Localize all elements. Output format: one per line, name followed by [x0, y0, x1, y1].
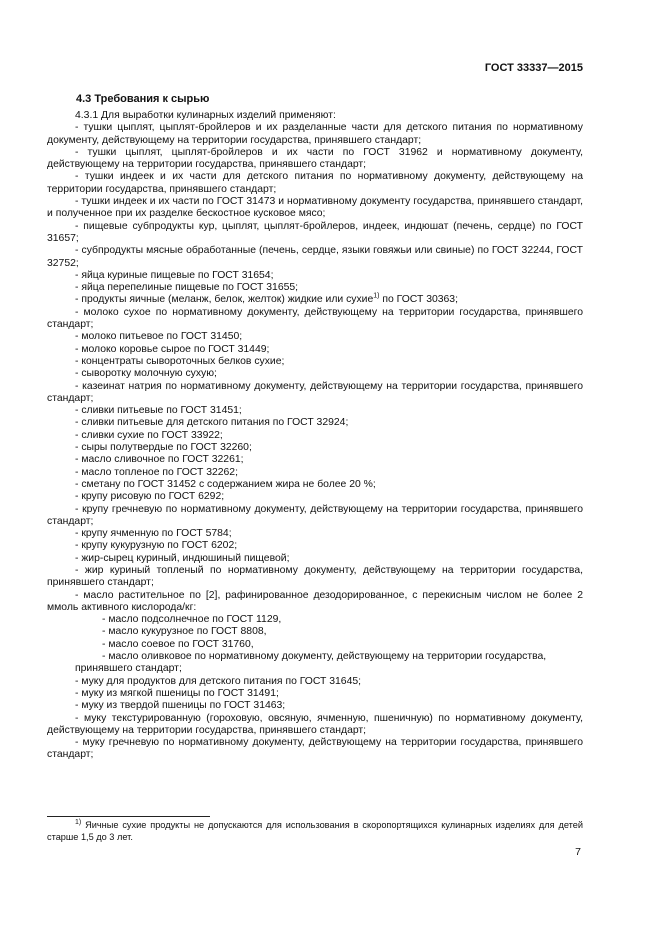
- list-item-tail: по ГОСТ 30363;: [379, 294, 458, 306]
- list-item: - муку из твердой пшеницы по ГОСТ 31463;: [75, 700, 286, 712]
- list-item: - жир-сырец куриный, индюшиный пищевой;: [75, 552, 290, 564]
- list-item: - молоко сухое по нормативному документу, действующему на территории государства, принявшего стандарт;: [47, 306, 583, 331]
- list-item: - масло сливочное по ГОСТ 32261;: [75, 454, 244, 466]
- list-item: - муку для продуктов для детского питания по ГОСТ 31645;: [75, 675, 362, 687]
- footnote-text: Яичные сухие продукты не допускаются для использования в скоропортящихся кулинарных изделиях для детей старше 1,5 до 3 лет.: [47, 820, 583, 842]
- sub-list-item: - масло оливковое по нормативному документу, действующему на территории государства,: [102, 651, 547, 663]
- list-item: - молоко питьевое по ГОСТ 31450;: [75, 331, 243, 343]
- standard-number: ГОСТ 33337—2015: [484, 62, 583, 74]
- footnote-divider: [47, 816, 210, 817]
- list-item: - муку из мягкой пшеницы по ГОСТ 31491;: [75, 687, 279, 699]
- list-item: - яйца куриные пищевые по ГОСТ 31654;: [75, 269, 274, 281]
- sub-list-item: - масло подсолнечное по ГОСТ 1129,: [102, 614, 282, 626]
- list-item: - масло топленое по ГОСТ 32262;: [75, 466, 238, 478]
- list-item: - крупу кукурузную по ГОСТ 6202;: [75, 540, 238, 552]
- list-item: - тушки индеек и их части для детского питания по нормативному документу, действующему на территории государства, принявшего стандарт;: [47, 171, 583, 195]
- list-item: - масло растительное по [2], рафинированное дезодорированное, с перекисным числом не более 2 ммоль активного кислорода/кг:: [47, 589, 583, 613]
- list-item: - сыры полутвердые по ГОСТ 32260;: [75, 442, 252, 454]
- page-number: 7: [575, 846, 581, 858]
- intro-paragraph: 4.3.1 Для выработки кулинарных изделий применяют:: [75, 110, 336, 121]
- sub-list-item-continuation: принявшего стандарт;: [75, 663, 182, 675]
- list-item: - сливки питьевые для детского питания по ГОСТ 32924;: [75, 417, 349, 429]
- list-item: - крупу гречневую по нормативному документу, действующему на территории государства, принявшего стандарт;: [47, 503, 583, 527]
- footnote: [47, 819, 583, 843]
- body-text: [47, 110, 583, 762]
- list-item: - концентраты сывороточных белков сухие;: [75, 355, 285, 367]
- footnote-marker: 1): [75, 818, 82, 826]
- list-item: - пищевые субпродукты кур, цыплят, цыплят-бройлеров, индеек, индюшат (печень, сердце) по ГОСТ 31657;: [47, 220, 583, 244]
- list-item: - крупу рисовую по ГОСТ 6292;: [75, 491, 225, 503]
- list-item: - яйца перепелиные пищевые по ГОСТ 31655;: [75, 282, 299, 294]
- list-item: - казеинат натрия по нормативному документу, действующему на территории государства, принявшего стандарт;: [47, 380, 583, 404]
- list-item: - сметану по ГОСТ 31452 с содержанием жира не более 20 %;: [75, 478, 376, 490]
- list-item: - тушки цыплят, цыплят-бройлеров и их части по ГОСТ 31962 и нормативному документу, действующему на территории государства, принявшего стандарт;: [47, 146, 583, 171]
- section-heading: 4.3 Требования к сырью: [76, 93, 210, 105]
- list-item: [47, 294, 583, 306]
- list-item: - жир куриный топленый по нормативному документу, действующему на территории государства, принявшего стандарт;: [47, 564, 583, 589]
- list-item: - тушки цыплят, цыплят-бройлеров и их разделанные части для детского питания по нормативному документу, действующему на территории государства, принявшего стандарт;: [47, 122, 583, 146]
- sub-list-item: - масло соевое по ГОСТ 31760,: [102, 638, 254, 650]
- footnote-ref: 1): [373, 292, 380, 300]
- sub-list-item: - масло кукурузное по ГОСТ 8808,: [102, 626, 267, 638]
- list-item: - муку гречневую по нормативному документу, действующему на территории государства, принявшего стандарт;: [47, 737, 583, 761]
- list-item: - молоко коровье сырое по ГОСТ 31449;: [75, 343, 270, 355]
- list-item: - сыворотку молочную сухую;: [75, 368, 217, 380]
- list-item: - сливки сухие по ГОСТ 33922;: [75, 429, 223, 441]
- list-item: - субпродукты мясные обработанные (печень, сердце, языки говяжьи или свиные) по ГОСТ 32244, ГОСТ 32752;: [47, 245, 583, 269]
- list-item: - сливки питьевые по ГОСТ 31451;: [75, 405, 242, 417]
- list-item: - тушки индеек и их части по ГОСТ 31473 и нормативному документу государства, принявшего стандарт, и полученное при их разделке бескостное кусковое мясо;: [47, 196, 583, 220]
- list-item: - муку текстурированную (гороховую, овсяную, ячменную, пшеничную) по нормативному документу, действующему на территории государства, принявшего стандарт;: [47, 712, 583, 736]
- list-item: - крупу ячменную по ГОСТ 5784;: [75, 528, 232, 540]
- list-item-text: - продукты яичные (меланж, белок, желток) жидкие или сухие: [75, 294, 374, 306]
